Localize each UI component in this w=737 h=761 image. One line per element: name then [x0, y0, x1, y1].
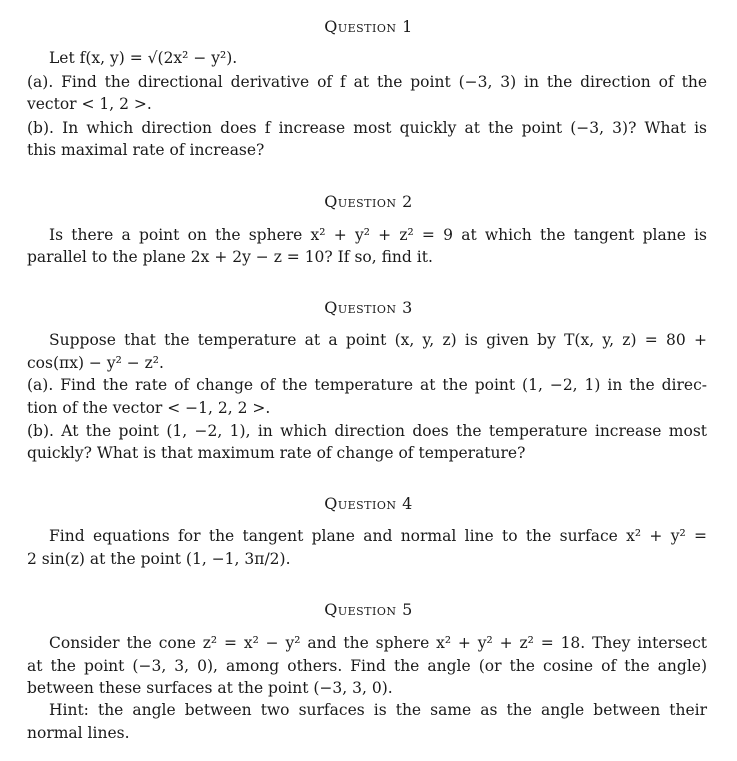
- question-3-line-5: (b). At the point (1, −2, 1), in which direction does the temperature increase most: [27, 422, 707, 440]
- question-2-line-1: Is there a point on the sphere x² + y² + z² = 9 at which the tangent plane is: [49, 226, 707, 244]
- question-4-line-1: Find equations for the tangent plane and normal line to the surface x² + y² =: [49, 527, 707, 545]
- question-5-line-5: normal lines.: [27, 724, 130, 742]
- question-5-line-3: between these surfaces at the point (−3, 3, 0).: [27, 679, 393, 697]
- question-4-title: Question 4: [324, 494, 413, 513]
- question-3-title: Question 3: [324, 298, 413, 317]
- question-3-line-1: Suppose that the temperature at a point (x, y, z) is given by T(x, y, z) = 80 +: [49, 331, 707, 349]
- question-5-line-1: Consider the cone z² = x² − y² and the sphere x² + y² + z² = 18. They intersect: [49, 634, 707, 652]
- question-5-line-2: at the point (−3, 3, 0), among others. Find the angle (or the cosine of the angle): [27, 657, 707, 675]
- question-3-line-2: cos(πx) − y² − z².: [27, 354, 164, 372]
- question-1-line-3: vector < 1, 2 >.: [27, 95, 152, 113]
- question-1-line-4: (b). In which direction does f increase most quickly at the point (−3, 3)? What is: [27, 119, 707, 137]
- question-3-line-4: tion of the vector < −1, 2, 2 >.: [27, 399, 271, 417]
- question-1-line-1: Let f(x, y) = √(2x² − y²).: [49, 49, 238, 67]
- question-2-line-2: parallel to the plane 2x + 2y − z = 10? If so, find it.: [27, 248, 433, 266]
- question-1-line-5: this maximal rate of increase?: [27, 141, 265, 159]
- question-4-line-2: 2 sin(z) at the point (1, −1, 3π/2).: [27, 550, 291, 568]
- question-1-title: Question 1: [324, 17, 413, 36]
- question-5-title: Question 5: [324, 600, 413, 619]
- question-3-line-6: quickly? What is that maximum rate of change of temperature?: [27, 444, 526, 462]
- question-2-title: Question 2: [324, 192, 413, 211]
- question-3-line-3: (a). Find the rate of change of the temperature at the point (1, −2, 1) in the direc-: [27, 376, 707, 394]
- question-5-line-4: Hint: the angle between two surfaces is the same as the angle between their: [49, 701, 707, 719]
- question-1-line-2: (a). Find the directional derivative of f at the point (−3, 3) in the direction of the: [27, 73, 707, 91]
